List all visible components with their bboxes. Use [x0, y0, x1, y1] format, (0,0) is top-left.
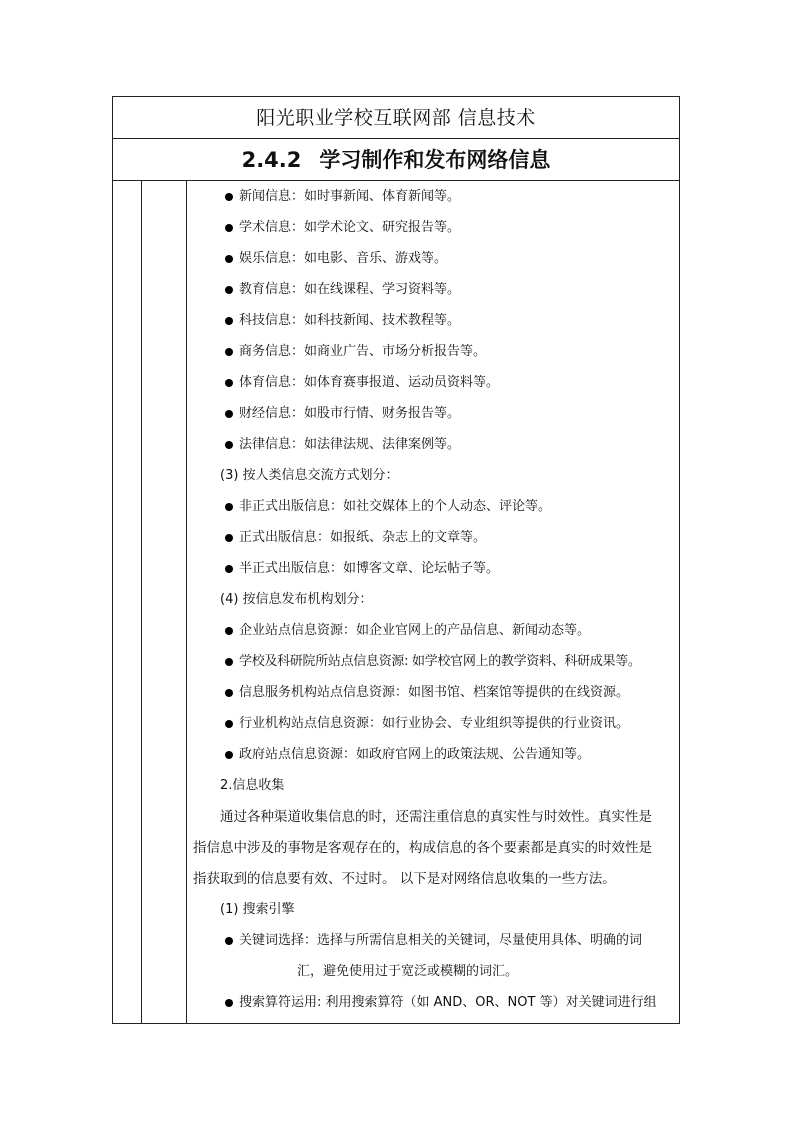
bullet-icon [225, 224, 233, 232]
bullet-icon [225, 441, 233, 449]
list-item: 商务信息：如商业广告、市场分析报告等。 [187, 342, 679, 362]
list-item: 非正式出版信息：如社交媒体上的个人动态、评论等。 [187, 497, 679, 517]
list-item: 政府站点信息资源：如政府官网上的政策法规、公告通知等。 [187, 745, 679, 765]
bullet-icon [225, 565, 233, 573]
column-divider-1 [141, 181, 142, 1023]
school-title: 阳光职业学校互联网部 信息技术 [113, 97, 679, 139]
section-number: 2.4.2 [241, 148, 302, 172]
bullet-icon [225, 193, 233, 201]
document-table [112, 96, 680, 1024]
bullet-icon [225, 379, 233, 387]
bullet-icon [225, 317, 233, 325]
bullet-icon [225, 689, 233, 697]
bullet-icon [225, 937, 233, 945]
list-item: 企业站点信息资源：如企业官网上的产品信息、新闻动态等。 [187, 621, 679, 641]
bullet-icon [225, 286, 233, 294]
section-heading [113, 139, 679, 181]
list-item: 法律信息：如法律法规、法律案例等。 [187, 435, 679, 455]
bullet-icon [225, 503, 233, 511]
bullet-icon [225, 255, 233, 263]
bullet-icon [225, 658, 233, 666]
bullet-icon [225, 348, 233, 356]
bullet-icon [225, 627, 233, 635]
subheading: (1) 搜索引擎 [220, 902, 295, 917]
content-cell [187, 181, 679, 1023]
paragraph-line: 指获取到的信息要有效、不过时。 以下是对网络信息收集的一些方法。 [193, 871, 616, 887]
section-heading-2: 2.信息收集 [220, 778, 285, 793]
list-item: 科技信息：如科技新闻、技术教程等。 [187, 311, 679, 331]
subheading: (3) 按人类信息交流方式划分： [220, 468, 399, 483]
list-item: 半正式出版信息：如博客文章、论坛帖子等。 [187, 559, 679, 579]
list-item-continuation: 汇，避免使用过于宽泛或模糊的词汇。 [297, 964, 519, 979]
bullet-icon [225, 534, 233, 542]
list-item: 学校及科研院所站点信息资源: 如学校官网上的教学资料、科研成果等。 [187, 652, 679, 672]
list-item: 搜索算符运用: 利用搜索算符（如 AND、OR、NOT 等）对关键词进行组 [187, 993, 679, 1013]
bullet-icon [225, 410, 233, 418]
list-item: 教育信息：如在线课程、学习资料等。 [187, 280, 679, 300]
list-item: 娱乐信息：如电影、音乐、游戏等。 [187, 249, 679, 269]
list-item: 体育信息：如体育赛事报道、运动员资料等。 [187, 373, 679, 393]
list-item: 信息服务机构站点信息资源：如图书馆、档案馆等提供的在线资源。 [187, 683, 679, 703]
list-item: 学术信息：如学术论文、研究报告等。 [187, 218, 679, 238]
paragraph-line: 指信息中涉及的事物是客观存在的，构成信息的各个要素都是真实的时效性是 [193, 840, 652, 856]
list-item: 行业机构站点信息资源：如行业协会、专业组织等提供的行业资讯。 [187, 714, 679, 734]
list-item: 新闻信息：如时事新闻、体育新闻等。 [187, 187, 679, 207]
bullet-icon [225, 999, 233, 1007]
paragraph-line: 通过各种渠道收集信息的时，还需注重信息的真实性与时效性。真实性是 [220, 809, 652, 825]
list-item: 财经信息：如股市行情、财务报告等。 [187, 404, 679, 424]
bullet-icon [225, 720, 233, 728]
bullet-icon [225, 751, 233, 759]
subheading: (4) 按信息发布机构划分： [220, 592, 373, 607]
list-item: 关键词选择：选择与所需信息相关的关键词，尽量使用具体、明确的词 [187, 931, 679, 951]
list-item: 正式出版信息：如报纸、杂志上的文章等。 [187, 528, 679, 548]
section-title: 学习制作和发布网络信息 [319, 148, 551, 172]
